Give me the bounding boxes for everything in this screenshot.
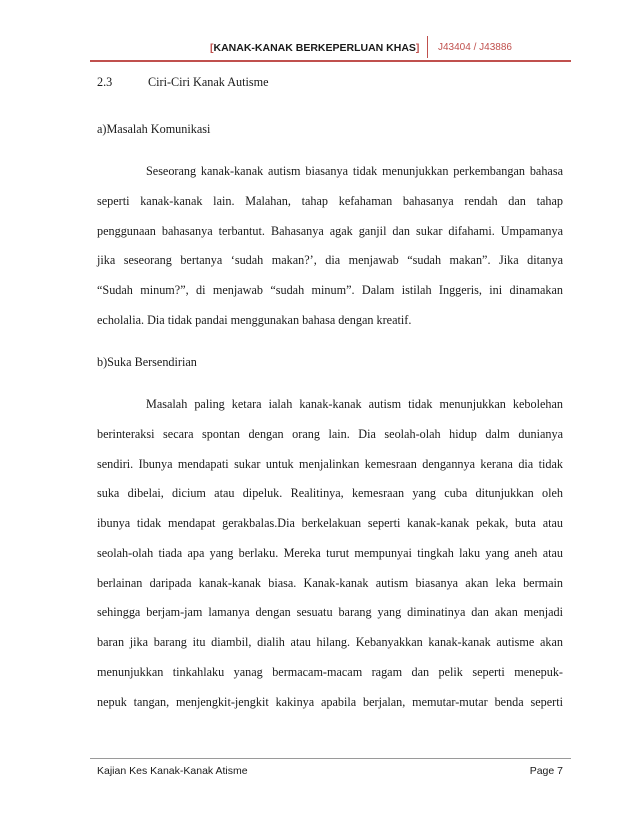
paragraph-a-line: jika seseorang bertanya ‘sudah makan?’, dia menjawab “sudah makan”. Jika ditanya: [97, 253, 563, 267]
paragraph-b-line: menunjukkan tinkahlaku yanag bermacam-macam ragam dan pelik seperti menepuk-: [97, 665, 563, 679]
paragraph-b-line: berinteraksi secara spontan dengan orang lain. Dia seolah-olah hidup dalm dunianya: [97, 427, 563, 441]
paragraph-b-line: baran jika barang itu diambil, dialih atau hilang. Kebanyakkan kanak-kanak autisme akan: [97, 635, 563, 649]
header-bracket-close: ]: [415, 42, 420, 54]
subheading-a: a)Masalah Komunikasi: [97, 122, 211, 136]
header-title: [210, 42, 419, 54]
paragraph-b-line: suka dibelai, dicium atau dipeluk. Realitinya, kemesraan yang cuba ditunjukkan oleh: [97, 486, 563, 500]
header-separator: [427, 36, 428, 58]
footer-title: Kajian Kes Kanak-Kanak Atisme: [97, 765, 248, 777]
paragraph-a-line: “Sudah minum?”, di menjawab “sudah minum”. Dalam istilah Inggeris, ini dinamakan: [97, 283, 563, 297]
paragraph-b-line: nepuk tangan, menjengkit-jengkit kakinya apabila berjalan, memutar-mutar benda seperti: [97, 695, 563, 709]
header-title-text: KANAK-KANAK BERKEPERLUAN KHAS: [213, 42, 416, 54]
section-title: Ciri-Ciri Kanak Autisme: [148, 75, 269, 89]
paragraph-b-line: berlainan daripada kanak-kanak biasa. Kanak-kanak autism biasanya akan leka bermain: [97, 576, 563, 590]
paragraph-b-line: Masalah paling ketara ialah kanak-kanak autism tidak menunjukkan kebolehan: [146, 397, 563, 411]
section-number: 2.3: [97, 75, 113, 89]
paragraph-a-line: penggunaan bahasanya terbantut. Bahasanya agak ganjil dan sukar difahami. Umpamanya: [97, 224, 563, 238]
paragraph-a-line: seperti kanak-kanak lain. Malahan, tahap kefahaman bahasanya rendah dan tahap: [97, 194, 563, 208]
page-number: Page 7: [529, 765, 563, 777]
paragraph-b-line: ibunya tidak mendapat gerakbalas.Dia berkelakuan seperti kanak-kanak pekak, buta atau: [97, 516, 563, 530]
paragraph-a-line: Seseorang kanak-kanak autism biasanya tidak menunjukkan perkembangan bahasa: [146, 164, 563, 178]
header-bracket-open: [: [210, 42, 214, 54]
footer-rule: [90, 758, 571, 759]
paragraph-b-line: sehingga berjam-jam lamanya dengan sesuatu barang yang diminatinya dan akan menjadi: [97, 605, 563, 619]
paragraph-b-line: seolah-olah tiada apa yang berlaku. Mereka turut mempunyai tingkah laku yang aneh atau: [97, 546, 563, 560]
header-course-code: J43404 / J43886: [438, 42, 512, 53]
paragraph-b-line: sendiri. Ibunya mendapati sukar untuk menjalinkan kemesraan dengannya kerana dia tidak: [97, 457, 563, 471]
subheading-b: b)Suka Bersendirian: [97, 355, 197, 369]
paragraph-a-line: echolalia. Dia tidak pandai menggunakan bahasa dengan kreatif.: [97, 313, 412, 327]
header-rule: [90, 60, 571, 62]
